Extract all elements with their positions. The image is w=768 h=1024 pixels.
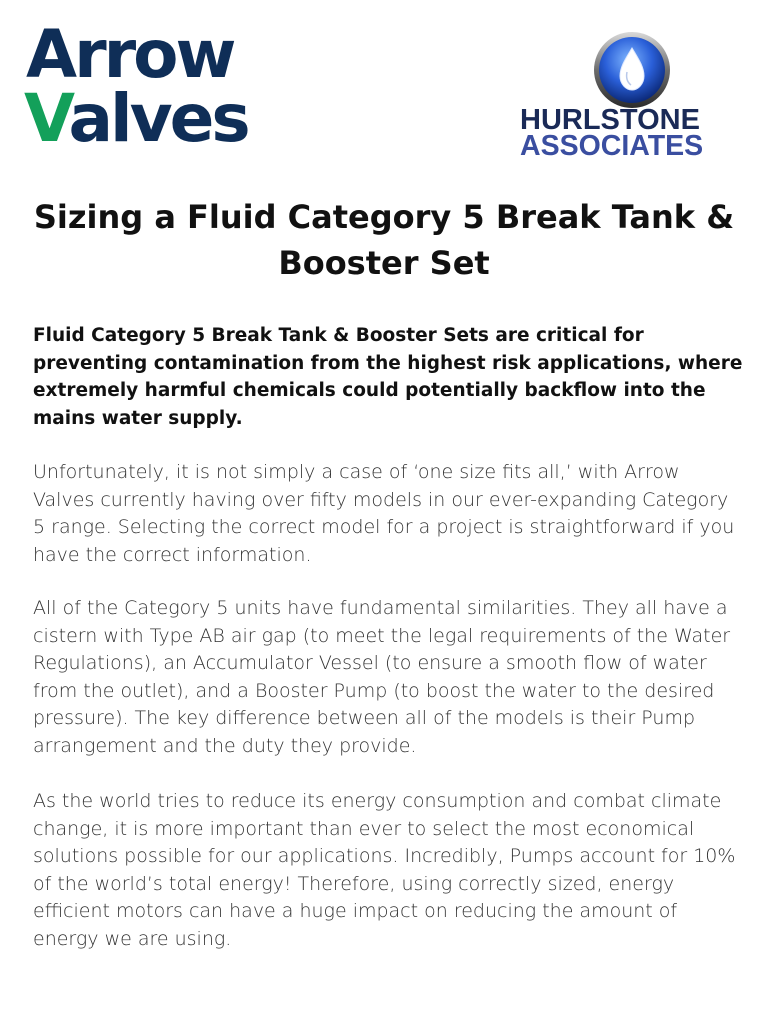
logo-word-arrow: Arrow — [26, 16, 234, 93]
logo-word-valves — [24, 80, 248, 157]
document-title: Sizing a Fluid Category 5 Break Tank & Booster Set — [33, 198, 735, 282]
logo-word-hurlstone: HURLSTONE — [520, 104, 700, 136]
body-paragraph: As the world tries to reduce its energy consumption and combat climate change, it is more important than ever to select the most economical solutions possible for our applications. Incredibly, Pumps account for 10% of the world’s total energy! Therefore, using correctly sized, energy efficient motors can have a huge impact on reducing the amount of energy we are using. — [33, 790, 736, 950]
body-paragraph: Unfortunately, it is not simply a case of ‘one size fits all,’ with Arrow Valves currently having over fifty models in our ever-expanding Category 5 range. Selecting the correct model for a project is straightforward if you have the correct information. — [33, 461, 735, 566]
body-paragraph: All of the Category 5 units have fundamental similarities. They all have a cistern with Type AB air gap (to meet the legal requirements of the Water Regulations), an Accumulator Vessel (to ensure a smooth flow of water from the outlet), and a Booster Pump (to boost the water to the desired pressure). The key difference between all of the models is their Pump arrangement and the duty they provide. — [33, 597, 731, 757]
logo-word-associates: ASSOCIATES — [520, 130, 704, 162]
logo-word-alves: alves — [68, 80, 248, 157]
lead-paragraph: Fluid Category 5 Break Tank & Booster Sets are critical for preventing contamination from the highest risk applications, where extremely harmful chemicals could potentially backflow into the mains water supply. — [33, 325, 743, 429]
logo-letter-v: V — [24, 80, 69, 157]
arrow-valves-logo — [24, 16, 324, 162]
hurlstone-associates-logo — [516, 26, 744, 162]
water-drop-globe-icon — [576, 28, 688, 108]
